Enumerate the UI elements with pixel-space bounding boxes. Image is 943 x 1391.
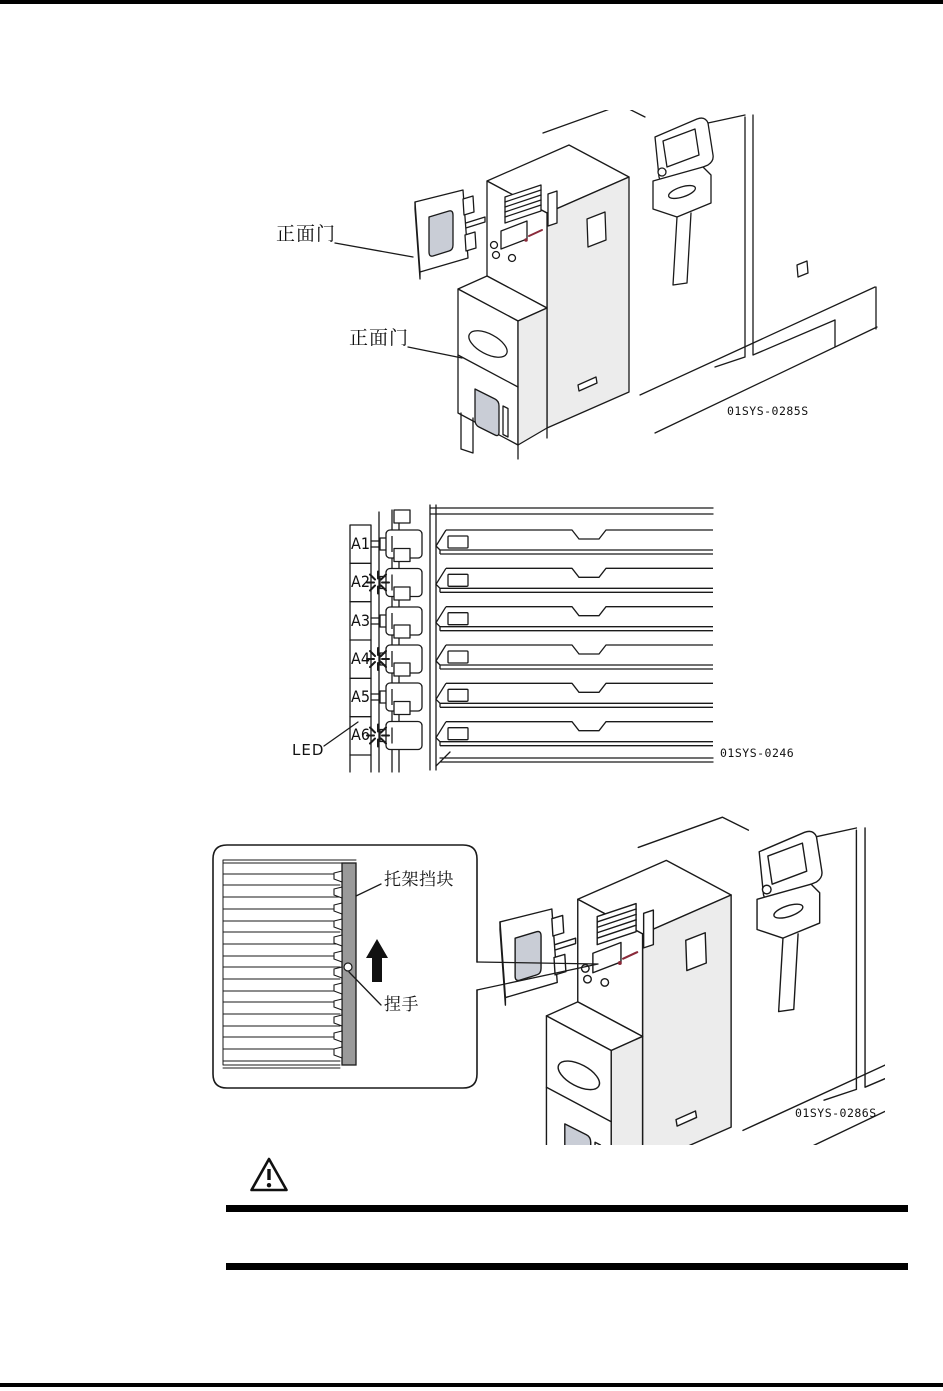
bracket-stopper-label: 托架挡块: [384, 870, 454, 890]
tray-label-a4: A4: [351, 649, 370, 668]
tray-label-a6: A6: [351, 725, 370, 744]
page-top-rule: [0, 0, 943, 4]
front-door-label-upper: 正面门: [276, 223, 337, 245]
tray-label-a2: A2: [351, 572, 370, 591]
page-bottom-rule: [0, 1383, 943, 1387]
figure2-code: 01SYS-0246: [720, 746, 795, 760]
figure3-code: 01SYS-0286S: [795, 1106, 877, 1120]
up-arrow-icon: [366, 939, 388, 982]
grip-knob: [344, 963, 352, 971]
tray-label-a3: A3: [351, 611, 370, 630]
front-door-label-lower: 正面门: [349, 327, 410, 349]
tray-label-a5: A5: [351, 687, 370, 706]
caution-rule-bottom: [226, 1263, 908, 1270]
leader-line-front-door-2: [408, 347, 462, 358]
rail-teeth: [334, 871, 342, 1058]
leader-line-bracket-stopper: [356, 884, 381, 896]
led-label: LED: [292, 741, 325, 759]
figure3-bracket-stopper-illustration: [205, 815, 885, 1145]
caution-rule-top: [226, 1205, 908, 1212]
leader-line-front-door-1: [335, 243, 413, 257]
warning-triangle-icon: [248, 1156, 290, 1196]
figure1-code: 01SYS-0285S: [727, 404, 809, 418]
grip-label: 捏手: [384, 995, 419, 1015]
tray-cabinet-wall: [430, 505, 713, 770]
tray-label-a1: A1: [351, 534, 370, 553]
